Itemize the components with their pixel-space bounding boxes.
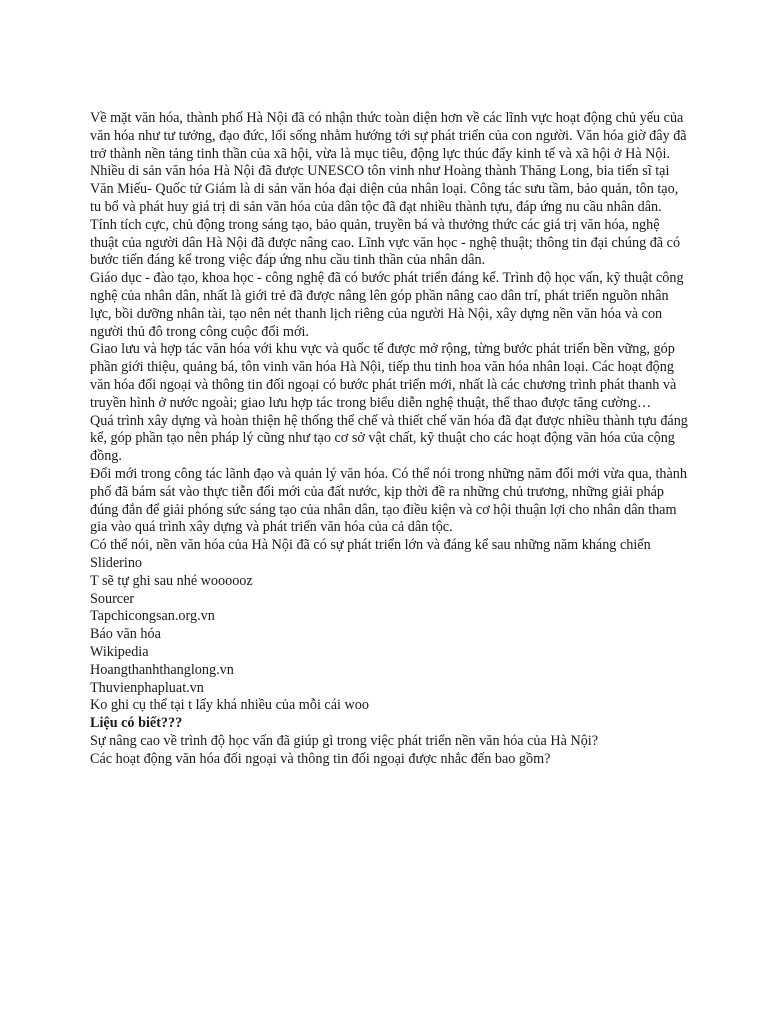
sources-heading: Sourcer (90, 590, 135, 607)
source-item: Báo văn hóa (90, 626, 161, 643)
paragraph-unesco-heritage: Nhiều di sản văn hóa Hà Nội đã được UNESCO tôn vinh như Hoàng thành Thăng Long, bia tiến sĩ tại Văn Miếu- Quốc tử Giám là di sản văn hóa đại diện của nhân loại. Công tác sưu tầm, bảo quản, tôn tạo, tu bổ và phát huy giá trị di sản văn hóa của dân tộc đã đạt nhiều thành tựu, đáp ứng nu cầu nhân dân. (90, 163, 679, 215)
sources-note: Ko ghi cụ thể tại t lấy khá nhiều của mỗi cái woo (90, 697, 369, 714)
quiz-question: Sự nâng cao về trình độ học vấn đã giúp gì trong việc phát triển nền văn hóa của Hà Nội? (90, 732, 599, 749)
source-item: Wikipedia (90, 643, 149, 660)
paragraph-creativity: Tính tích cực, chủ động trong sáng tạo, bảo quản, truyền bá và thưởng thức các giá trị văn hóa, nghệ thuật của người dân Hà Nội đã được nâng cao. Lĩnh vực văn học - nghệ thuật; thông tin đại chúng đã có bước tiến đáng kể trong việc đáp ứng nhu cầu tinh thần của nhân dân. (90, 216, 681, 269)
credit-note: T sẽ tự ghi sau nhé woooooz (90, 572, 253, 589)
quiz-heading: Liệu có biết??? (90, 715, 183, 732)
paragraph-international-exchange: Giao lưu và hợp tác văn hóa với khu vực và quốc tế được mở rộng, từng bước phát triển bền vững, góp phần giới thiệu, quảng bá, tôn vinh văn hóa Hà Nội, tiếp thu tinh hoa văn hóa nhân loại. Các hoạt động văn hóa đối ngoại và thông tin đối ngoại có bước phát triển mới, nhất là các chương trình phát thanh và truyền hình ở nước ngoài; giao lưu hợp tác trong biểu diễn nghệ thuật, thể thao được tăng cường… (90, 341, 677, 411)
paragraph-education: Giáo dục - đào tạo, khoa học - công nghệ đã có bước phát triển đáng kể. Trình độ học vấn, kỹ thuật công nghệ của nhân dân, nhất là giới trẻ đã được nâng lên góp phần nâng cao dân trí, phát triển nguồn nhân lực, bồi dưỡng nhân tài, tạo nên nét thanh lịch riêng của người Hà Nội, xây dựng nền văn hóa và con người thủ đô trong công cuộc đổi mới. (90, 270, 684, 340)
quiz-section (90, 715, 690, 768)
credits-list (90, 555, 690, 715)
paragraph-culture-awareness: Về mặt văn hóa, thành phố Hà Nội đã có nhận thức toàn diện hơn về các lĩnh vực hoạt động chủ yếu của văn hóa như tư tưởng, đạo đức, lối sống nhằm hướng tới sự phát triển của con người. Văn hóa giờ đây đã trở thành nền tảng tinh thần của xã hội, vừa là mục tiêu, động lực thúc đẩy kinh tế và xã hội ở Hà Nội. (90, 110, 687, 162)
paragraph-conclusion: Có thể nói, nền văn hóa của Hà Nội đã có sự phát triển lớn và đáng kể sau những năm kháng chiến (90, 537, 651, 554)
source-item: Hoangthanhthanglong.vn (90, 661, 234, 678)
source-item: Thuvienphapluat.vn (90, 679, 204, 696)
source-item: Tapchicongsan.org.vn (90, 608, 215, 625)
quiz-question: Các hoạt động văn hóa đối ngoại và thông tin đối ngoại được nhắc đến bao gồm? (90, 750, 551, 767)
paragraph-leadership: Đổi mới trong công tác lãnh đạo và quản lý văn hóa. Có thể nói trong những năm đổi mới vừa qua, thành phố đã bám sát vào thực tiễn đổi mới của đất nước, kịp thời đề ra những chủ trương, những giải pháp đúng đắn để giải phóng sức sáng tạo của nhân dân, tạo điều kiện và cơ hội thuận lợi cho nhân dân tham gia vào quá trình xây dựng và phát triển văn hóa của cả dân tộc. (90, 465, 687, 536)
credit-slider: Sliderino (90, 554, 143, 571)
paragraph-institutions: Quá trình xây dựng và hoàn thiện hệ thống thể chế và thiết chế văn hóa đã đạt được nhiều thành tựu đáng kể, góp phần tạo nên pháp lý cũng như tạo cơ sở vật chất, kỹ thuật cho các hoạt động văn hóa của cộng đồng. (90, 412, 688, 465)
document-body (90, 110, 690, 768)
